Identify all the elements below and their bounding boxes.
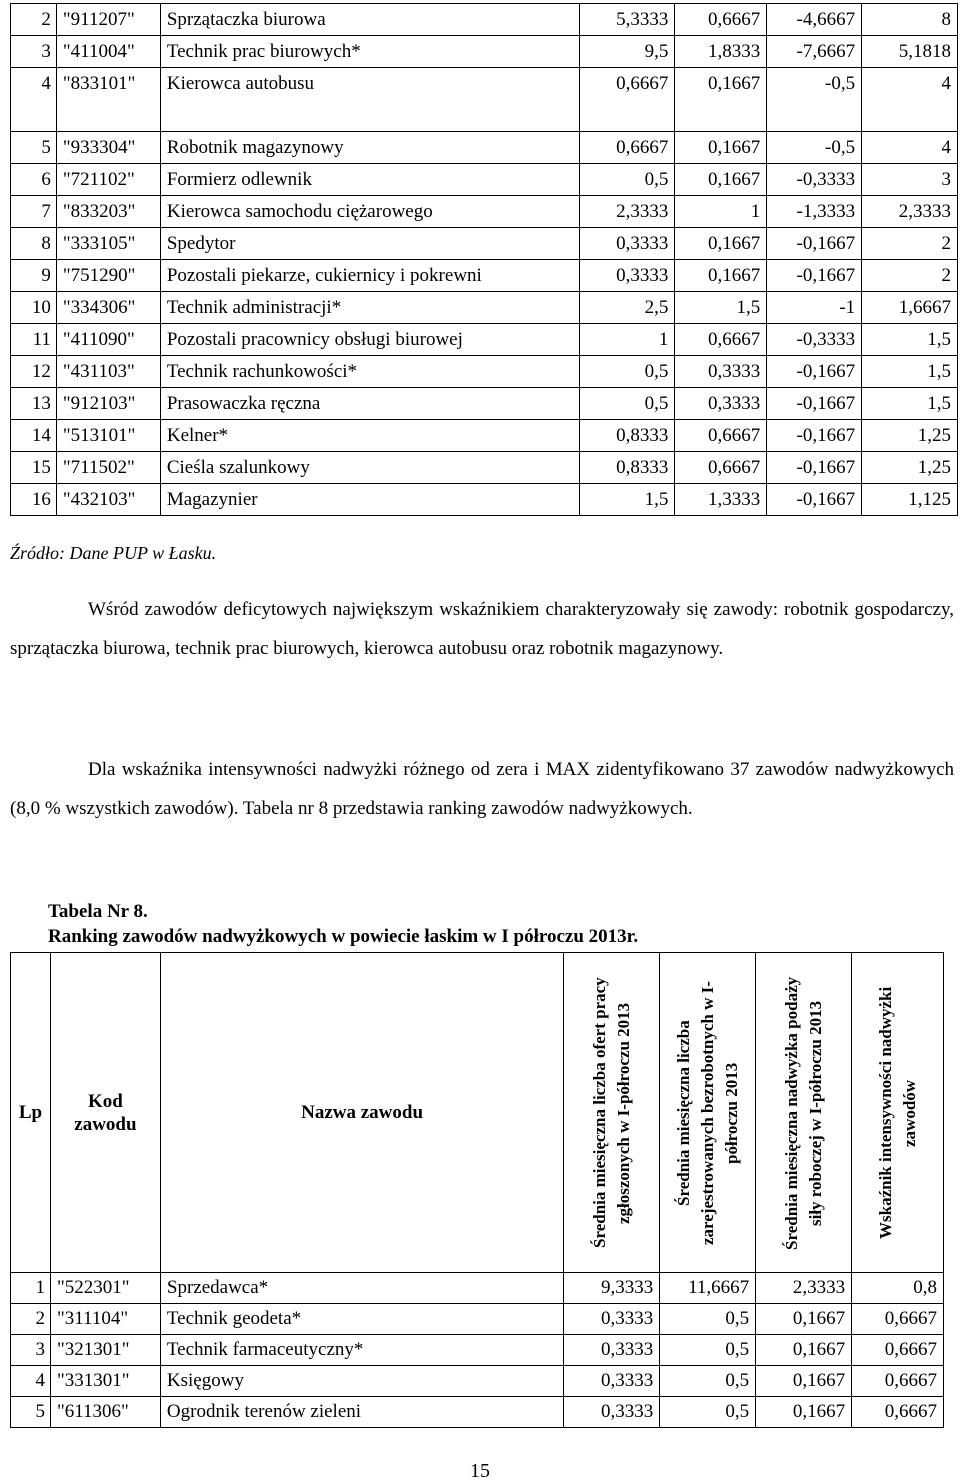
cell-c2: 0,6667 <box>675 452 767 484</box>
cell-c1: 0,6667 <box>580 132 675 164</box>
table-row <box>11 260 958 292</box>
cell-code: "711502" <box>56 452 160 484</box>
cell-c1: 9,5 <box>580 36 675 68</box>
cell-c2: 0,5 <box>660 1397 756 1428</box>
table-row <box>11 164 958 196</box>
cell-lp: 12 <box>11 356 57 388</box>
cell-c1: 0,8333 <box>580 452 675 484</box>
cell-c2: 0,6667 <box>675 324 767 356</box>
cell-c2: 0,5 <box>660 1366 756 1397</box>
cell-c3: -4,6667 <box>767 4 862 36</box>
cell-code: "311104" <box>50 1304 160 1335</box>
cell-code: "333105" <box>56 228 160 260</box>
cell-name: Magazynier <box>160 484 580 516</box>
cell-c2: 11,6667 <box>660 1273 756 1304</box>
cell-c1: 0,5 <box>580 164 675 196</box>
cell-lp: 3 <box>11 36 57 68</box>
cell-c4: 8 <box>862 4 958 36</box>
cell-c4: 1,5 <box>862 324 958 356</box>
paragraph-surplus: Dla wskaźnika intensywności nadwyżki różnego od zera i MAX zidentyfikowano 37 zawodów nadwyżkowych (8,0 % wszystkich zawodów). Tabela nr 8 przedstawia ranking zawodów nadwyżkowych. <box>10 759 954 819</box>
header-lp: Lp <box>11 953 51 1273</box>
cell-c1: 0,6667 <box>580 68 675 132</box>
cell-name: Sprzątaczka biurowa <box>160 4 580 36</box>
cell-code: "411004" <box>56 36 160 68</box>
cell-c4: 1,125 <box>862 484 958 516</box>
cell-c2: 0,5 <box>660 1335 756 1366</box>
cell-code: "431103" <box>56 356 160 388</box>
cell-c3: -0,1667 <box>767 388 862 420</box>
cell-c4: 4 <box>862 68 958 132</box>
cell-name: Robotnik magazynowy <box>160 132 580 164</box>
cell-c2: 0,1667 <box>675 164 767 196</box>
cell-c1: 0,5 <box>580 356 675 388</box>
cell-c2: 1,8333 <box>675 36 767 68</box>
table-row <box>11 388 958 420</box>
cell-lp: 15 <box>11 452 57 484</box>
cell-code: "513101" <box>56 420 160 452</box>
table-row <box>11 68 958 132</box>
cell-lp: 4 <box>11 1366 51 1397</box>
cell-lp: 2 <box>11 4 57 36</box>
cell-c4: 1,25 <box>862 452 958 484</box>
cell-lp: 1 <box>11 1273 51 1304</box>
surplus-occupations-table <box>10 952 944 1428</box>
table-row <box>11 36 958 68</box>
cell-name: Kelner* <box>160 420 580 452</box>
cell-name: Prasowaczka ręczna <box>160 388 580 420</box>
cell-c2: 0,1667 <box>675 68 767 132</box>
cell-c3: -0,3333 <box>767 164 862 196</box>
header-offers: Średnia miesięczna liczba ofert pracy zgłoszonych w I-półroczu 2013 <box>564 953 660 1273</box>
cell-c2: 0,5 <box>660 1304 756 1335</box>
cell-lp: 9 <box>11 260 57 292</box>
cell-code: "751290" <box>56 260 160 292</box>
cell-c3: 0,1667 <box>756 1335 852 1366</box>
cell-lp: 5 <box>11 132 57 164</box>
cell-c4: 4 <box>862 132 958 164</box>
table-caption-number: Tabela Nr 8. <box>48 901 148 922</box>
cell-c1: 2,3333 <box>580 196 675 228</box>
cell-name: Spedytor <box>160 228 580 260</box>
cell-c1: 1,5 <box>580 484 675 516</box>
header-unemployed: Średnia miesięczna liczba zarejestrowanych bezrobotnych w I-półroczu 2013 <box>660 953 756 1273</box>
cell-c1: 0,3333 <box>580 228 675 260</box>
cell-c3: 0,1667 <box>756 1304 852 1335</box>
cell-lp: 4 <box>11 68 57 132</box>
cell-code: "911207" <box>56 4 160 36</box>
cell-code: "331301" <box>50 1366 160 1397</box>
cell-c3: -7,6667 <box>767 36 862 68</box>
cell-c3: 2,3333 <box>756 1273 852 1304</box>
cell-c2: 0,6667 <box>675 4 767 36</box>
cell-name: Technik farmaceutyczny* <box>160 1335 563 1366</box>
cell-code: "912103" <box>56 388 160 420</box>
cell-lp: 8 <box>11 228 57 260</box>
cell-c3: -0,1667 <box>767 420 862 452</box>
cell-name: Ogrodnik terenów zieleni <box>160 1397 563 1428</box>
cell-name: Kierowca autobusu <box>160 68 580 132</box>
table-row <box>11 484 958 516</box>
cell-c4: 1,5 <box>862 388 958 420</box>
cell-name: Pozostali pracownicy obsługi biurowej <box>160 324 580 356</box>
cell-code: "411090" <box>56 324 160 356</box>
cell-c4: 1,25 <box>862 420 958 452</box>
cell-c4: 2 <box>862 228 958 260</box>
table-row <box>11 324 958 356</box>
header-index: Wskaźnik intensywności nadwyżki zawodów <box>852 953 944 1273</box>
cell-lp: 16 <box>11 484 57 516</box>
cell-code: "833101" <box>56 68 160 132</box>
cell-c3: 0,1667 <box>756 1366 852 1397</box>
cell-c3: -0,1667 <box>767 228 862 260</box>
cell-c3: -0,3333 <box>767 324 862 356</box>
cell-c3: -0,1667 <box>767 260 862 292</box>
cell-c4: 0,6667 <box>852 1335 944 1366</box>
page-number: 15 <box>470 1460 490 1482</box>
table-row <box>11 1366 944 1397</box>
cell-c4: 0,8 <box>852 1273 944 1304</box>
cell-c3: -0,1667 <box>767 484 862 516</box>
cell-lp: 14 <box>11 420 57 452</box>
cell-lp: 2 <box>11 1304 51 1335</box>
cell-c3: -1 <box>767 292 862 324</box>
table-row <box>11 1304 944 1335</box>
cell-c1: 9,3333 <box>564 1273 660 1304</box>
cell-c1: 2,5 <box>580 292 675 324</box>
cell-c1: 0,5 <box>580 388 675 420</box>
cell-code: "933304" <box>56 132 160 164</box>
cell-name: Technik geodeta* <box>160 1304 563 1335</box>
cell-c4: 2,3333 <box>862 196 958 228</box>
deficit-occupations-table <box>10 3 958 516</box>
cell-c2: 1 <box>675 196 767 228</box>
cell-c3: -0,1667 <box>767 356 862 388</box>
cell-c3: -0,5 <box>767 132 862 164</box>
cell-c2: 0,1667 <box>675 132 767 164</box>
table-row <box>11 1335 944 1366</box>
table-row <box>11 356 958 388</box>
cell-name: Pozostali piekarze, cukiernicy i pokrewni <box>160 260 580 292</box>
cell-name: Kierowca samochodu ciężarowego <box>160 196 580 228</box>
cell-c2: 1,3333 <box>675 484 767 516</box>
table-row <box>11 452 958 484</box>
cell-c1: 5,3333 <box>580 4 675 36</box>
cell-c4: 0,6667 <box>852 1397 944 1428</box>
cell-c3: -0,1667 <box>767 452 862 484</box>
cell-c4: 1,5 <box>862 356 958 388</box>
table-row <box>11 292 958 324</box>
cell-name: Formierz odlewnik <box>160 164 580 196</box>
cell-c4: 0,6667 <box>852 1366 944 1397</box>
table-caption-title: Ranking zawodów nadwyżkowych w powiecie łaskim w I półroczu 2013r. <box>48 926 639 947</box>
cell-c2: 0,3333 <box>675 388 767 420</box>
cell-code: "522301" <box>50 1273 160 1304</box>
cell-c4: 3 <box>862 164 958 196</box>
cell-name: Technik administracji* <box>160 292 580 324</box>
cell-name: Technik prac biurowych* <box>160 36 580 68</box>
cell-c4: 1,6667 <box>862 292 958 324</box>
cell-c2: 0,3333 <box>675 356 767 388</box>
cell-lp: 6 <box>11 164 57 196</box>
cell-c1: 0,3333 <box>564 1366 660 1397</box>
cell-c4: 2 <box>862 260 958 292</box>
cell-lp: 7 <box>11 196 57 228</box>
header-name: Nazwa zawodu <box>160 953 563 1273</box>
table-row <box>11 420 958 452</box>
cell-c1: 0,3333 <box>564 1335 660 1366</box>
cell-lp: 5 <box>11 1397 51 1428</box>
table-row <box>11 228 958 260</box>
cell-c2: 0,6667 <box>675 420 767 452</box>
table-row <box>11 132 958 164</box>
cell-c1: 0,8333 <box>580 420 675 452</box>
cell-code: "432103" <box>56 484 160 516</box>
cell-c1: 0,3333 <box>580 260 675 292</box>
cell-lp: 10 <box>11 292 57 324</box>
header-surplus: Średnia miesięczna nadwyżka podaży siły roboczej w I-półroczu 2013 <box>756 953 852 1273</box>
cell-code: "833203" <box>56 196 160 228</box>
cell-code: "721102" <box>56 164 160 196</box>
paragraph-deficit: Wśród zawodów deficytowych największym wskaźnikiem charakteryzowały się zawody: robotnik gospodarczy, sprzątaczka biurowa, technik prac biurowych, kierowca autobusu oraz robotnik magazynowy. <box>10 599 954 659</box>
cell-lp: 13 <box>11 388 57 420</box>
cell-c4: 5,1818 <box>862 36 958 68</box>
table-row <box>11 4 958 36</box>
cell-lp: 11 <box>11 324 57 356</box>
cell-name: Księgowy <box>160 1366 563 1397</box>
table-row <box>11 196 958 228</box>
cell-c2: 1,5 <box>675 292 767 324</box>
cell-lp: 3 <box>11 1335 51 1366</box>
cell-code: "334306" <box>56 292 160 324</box>
cell-c3: 0,1667 <box>756 1397 852 1428</box>
cell-name: Sprzedawca* <box>160 1273 563 1304</box>
header-code: Kod zawodu <box>50 953 160 1273</box>
cell-c1: 1 <box>580 324 675 356</box>
table-row <box>11 1397 944 1428</box>
cell-name: Technik rachunkowości* <box>160 356 580 388</box>
cell-code: "321301" <box>50 1335 160 1366</box>
cell-c2: 0,1667 <box>675 260 767 292</box>
cell-c3: -1,3333 <box>767 196 862 228</box>
cell-name: Cieśla szalunkowy <box>160 452 580 484</box>
table-row <box>11 1273 944 1304</box>
cell-c1: 0,3333 <box>564 1304 660 1335</box>
source-note: Źródło: Dane PUP w Łasku. <box>10 543 217 563</box>
cell-c4: 0,6667 <box>852 1304 944 1335</box>
cell-c3: -0,5 <box>767 68 862 132</box>
cell-c2: 0,1667 <box>675 228 767 260</box>
cell-c1: 0,3333 <box>564 1397 660 1428</box>
cell-code: "611306" <box>50 1397 160 1428</box>
